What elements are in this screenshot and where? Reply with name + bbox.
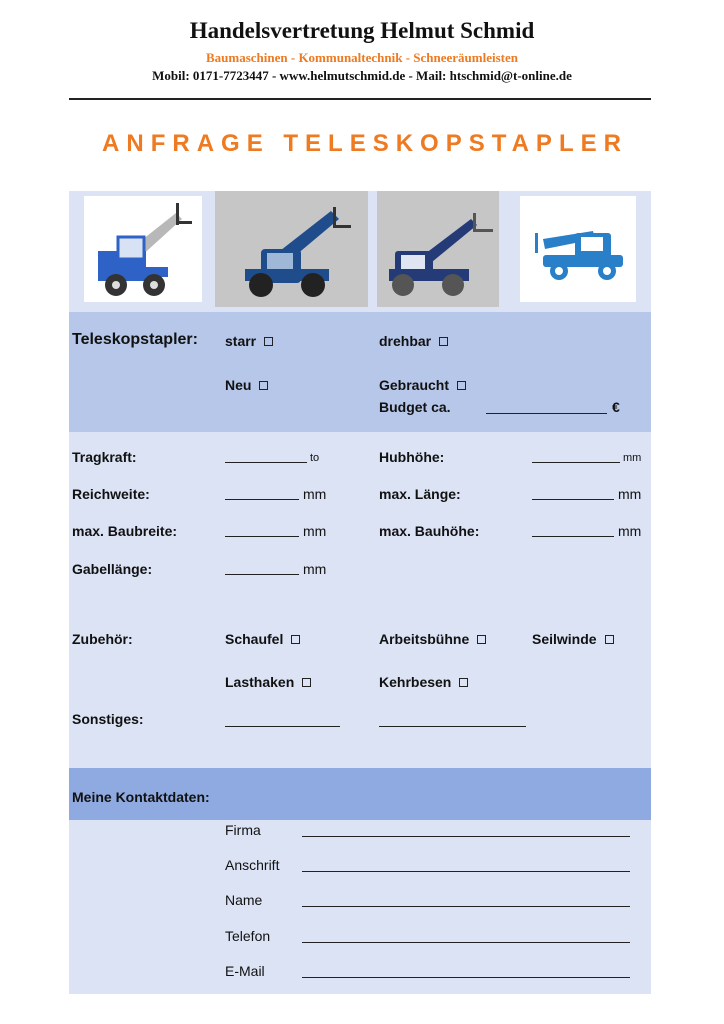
max-laenge-unit: mm bbox=[618, 486, 642, 502]
image-panel bbox=[69, 191, 651, 312]
option-arbeitsbuehne-label: Arbeitsbühne bbox=[379, 631, 470, 647]
telefon-field[interactable] bbox=[302, 942, 630, 943]
sonstiges-field-2[interactable] bbox=[379, 726, 526, 727]
company-contact-line: Mobil: 0171-7723447 - www.helmutschmid.de - Mail: htschmid@t-online.de bbox=[152, 68, 572, 83]
max-bauhoehe-field[interactable] bbox=[532, 536, 614, 537]
contact-panel bbox=[69, 820, 651, 994]
firma-field[interactable] bbox=[302, 836, 630, 837]
max-laenge-field[interactable] bbox=[532, 499, 614, 500]
reichweite-unit: mm bbox=[303, 486, 327, 502]
header-divider bbox=[69, 98, 651, 100]
option-kehrbesen-label: Kehrbesen bbox=[379, 674, 452, 690]
budget-label: Budget ca. bbox=[379, 399, 451, 415]
email-label: E-Mail bbox=[225, 963, 265, 979]
gabellaenge-field[interactable] bbox=[225, 574, 299, 575]
max-bauhoehe-label: max. Bauhöhe: bbox=[379, 523, 480, 539]
telefon-label: Telefon bbox=[225, 928, 271, 944]
option-kehrbesen[interactable] bbox=[379, 674, 468, 690]
option-drehbar[interactable] bbox=[379, 333, 448, 349]
type-panel bbox=[69, 312, 651, 432]
tragkraft-unit: to bbox=[310, 452, 320, 464]
option-schaufel-label: Schaufel bbox=[225, 631, 284, 647]
hubhoehe-unit: mm bbox=[623, 452, 642, 464]
option-gebraucht-label: Gebraucht bbox=[379, 377, 450, 393]
max-baubreite-unit: mm bbox=[303, 523, 327, 539]
anschrift-label: Anschrift bbox=[225, 857, 280, 873]
checkbox-seilwinde[interactable] bbox=[605, 635, 614, 644]
firma-label: Firma bbox=[225, 822, 261, 838]
option-neu-label: Neu bbox=[225, 377, 252, 393]
checkbox-lasthaken[interactable] bbox=[302, 678, 311, 687]
email-field[interactable] bbox=[302, 977, 630, 978]
checkbox-schaufel[interactable] bbox=[291, 635, 300, 644]
checkbox-neu[interactable] bbox=[259, 381, 268, 390]
budget-currency: € bbox=[612, 399, 620, 415]
zubehoer-label: Zubehör: bbox=[72, 631, 133, 647]
option-starr[interactable] bbox=[225, 333, 273, 349]
option-arbeitsbuehne[interactable] bbox=[379, 631, 486, 647]
telehandler-light-blue-icon bbox=[520, 196, 636, 302]
telehandler-blue-white-icon bbox=[84, 196, 202, 302]
hubhoehe-label: Hubhöhe: bbox=[379, 449, 445, 465]
gabellaenge-unit: mm bbox=[303, 561, 327, 577]
checkbox-drehbar[interactable] bbox=[439, 337, 448, 346]
sonstiges-field-1[interactable] bbox=[225, 726, 340, 727]
max-bauhoehe-unit: mm bbox=[618, 523, 642, 539]
option-seilwinde[interactable] bbox=[532, 631, 614, 647]
option-neu[interactable] bbox=[225, 377, 268, 393]
form-title: ANFRAGE TELESKOPSTAPLER bbox=[102, 130, 628, 157]
sonstiges-label: Sonstiges: bbox=[72, 711, 144, 727]
budget-field[interactable] bbox=[486, 413, 607, 414]
option-gebraucht[interactable] bbox=[379, 377, 466, 393]
name-label: Name bbox=[225, 892, 263, 908]
reichweite-label: Reichweite: bbox=[72, 486, 150, 502]
tragkraft-label: Tragkraft: bbox=[72, 449, 137, 465]
tragkraft-field[interactable] bbox=[225, 462, 307, 463]
telehandler-navy-icon bbox=[377, 191, 499, 307]
option-drehbar-label: drehbar bbox=[379, 333, 432, 349]
company-name: Handelsvertretung Helmut Schmid bbox=[189, 18, 535, 43]
option-seilwinde-label: Seilwinde bbox=[532, 631, 597, 647]
hubhoehe-field[interactable] bbox=[532, 462, 620, 463]
option-lasthaken-label: Lasthaken bbox=[225, 674, 295, 690]
name-field[interactable] bbox=[302, 906, 630, 907]
reichweite-field[interactable] bbox=[225, 499, 299, 500]
company-subtitle: Baumaschinen - Kommunaltechnik - Schneeräumleisten bbox=[205, 50, 518, 65]
gabellaenge-label: Gabellänge: bbox=[72, 561, 153, 577]
telehandler-label: Teleskopstapler: bbox=[72, 331, 198, 348]
anschrift-field[interactable] bbox=[302, 871, 630, 872]
specs-panel bbox=[69, 432, 651, 768]
contact-heading: Meine Kontaktdaten: bbox=[72, 789, 210, 805]
option-starr-label: starr bbox=[225, 333, 257, 349]
max-baubreite-label: max. Baubreite: bbox=[72, 523, 178, 539]
checkbox-starr[interactable] bbox=[264, 337, 273, 346]
max-laenge-label: max. Länge: bbox=[379, 486, 461, 502]
telehandler-dark-blue-icon bbox=[215, 191, 368, 307]
checkbox-gebraucht[interactable] bbox=[457, 381, 466, 390]
max-baubreite-field[interactable] bbox=[225, 536, 299, 537]
checkbox-kehrbesen[interactable] bbox=[459, 678, 468, 687]
option-lasthaken[interactable] bbox=[225, 674, 311, 690]
option-schaufel[interactable] bbox=[225, 631, 300, 647]
checkbox-arbeitsbuehne[interactable] bbox=[477, 635, 486, 644]
